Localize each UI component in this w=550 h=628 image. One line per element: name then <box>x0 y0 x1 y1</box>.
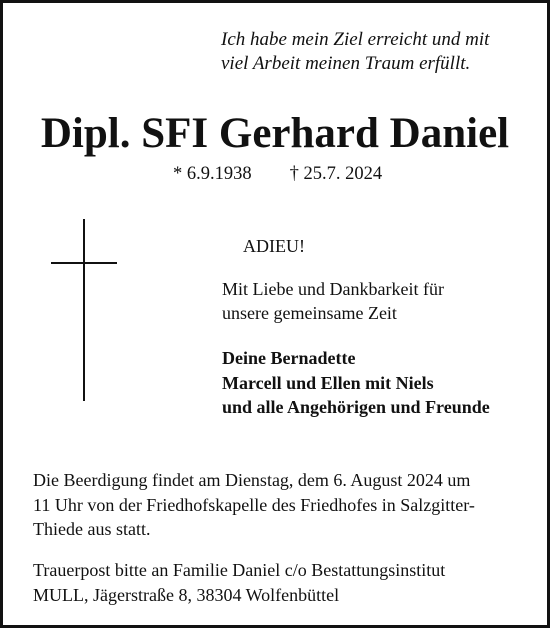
funeral-details <box>33 468 475 542</box>
cross-vertical-beam <box>83 219 85 401</box>
mourners-list <box>222 346 490 420</box>
condolence-line: MULL, Jägerstraße 8, 38304 Wolfenbüttel <box>33 584 340 605</box>
mourner-line: und alle Angehörigen und Freunde <box>222 397 490 417</box>
birth-date: * 6.9.1938 <box>173 164 252 184</box>
message-line: Mit Liebe und Dankbarkeit für <box>222 279 444 299</box>
memorial-quote <box>221 28 489 76</box>
condolence-address <box>33 558 445 607</box>
funeral-line: Thiede aus statt. <box>33 519 151 539</box>
funeral-line: Die Beerdigung findet am Dienstag, dem 6. August 2024 um <box>33 470 471 490</box>
message-line: unsere gemeinsame Zeit <box>222 303 397 323</box>
deceased-name: Dipl. SFI Gerhard Daniel <box>40 110 510 157</box>
adieu-text: ADIEU! <box>243 236 305 256</box>
quote-line: viel Arbeit meinen Traum erfüllt. <box>221 53 471 74</box>
quote-line: Ich habe mein Ziel erreicht und mit <box>221 29 490 50</box>
cross-icon <box>51 219 117 401</box>
farewell-message <box>222 277 444 325</box>
condolence-line: Trauerpost bitte an Familie Daniel c/o Bestattungsinstitut <box>33 560 446 580</box>
cross-horizontal-beam <box>51 262 117 264</box>
mourner-line: Marcell und Ellen mit Niels <box>222 372 434 393</box>
mourner-line: Deine Bernadette <box>222 348 356 368</box>
funeral-line: 11 Uhr von der Friedhofskapelle des Friedhofes in Salzgitter- <box>33 494 475 515</box>
life-dates <box>173 161 382 187</box>
death-date: † 25.7. 2024 <box>289 164 383 184</box>
